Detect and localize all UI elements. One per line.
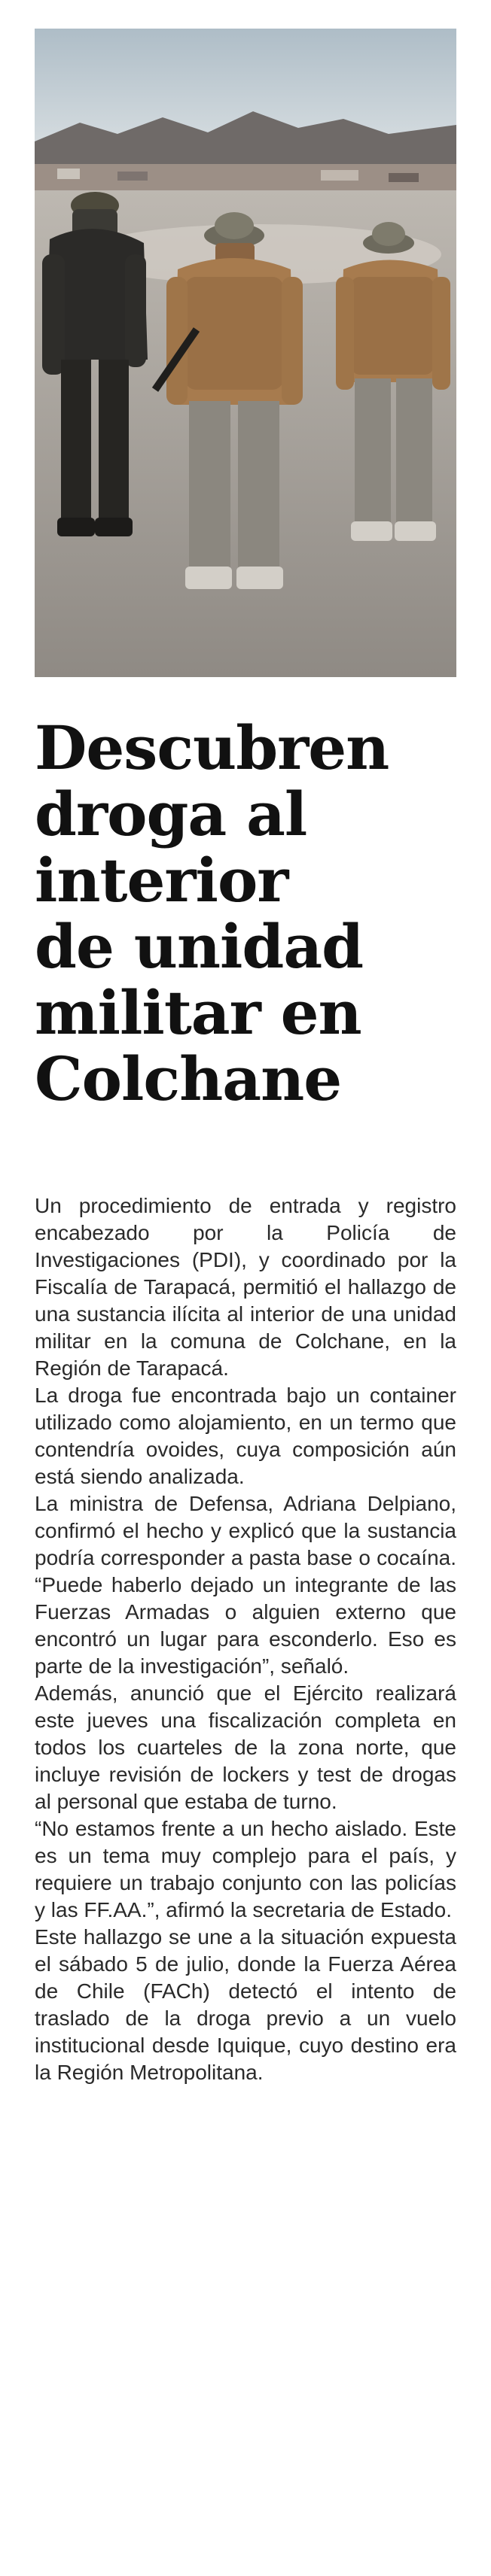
- headline-line: de unidad: [35, 911, 364, 982]
- body-paragraph: Este hallazgo se une a la situación expuesta el sábado 5 de julio, donde la Fuerza Aérea de Chile (FACh) detectó el intento de traslado de la droga previo a un vuelo institucional desde Iquique, cuyo destino era la Región Metropolitana.: [35, 1925, 456, 2084]
- headline-line: Colchane: [35, 1043, 342, 1114]
- body-paragraph: La ministra de Defensa, Adriana Delpiano, confirmó el hecho y explicó que la sustancia podría corresponder a pasta base o cocaína. “Puede haberlo dejado un integrante de las Fuerzas Armadas o alguien externo que encontró un lugar para esconderlo. Eso es parte de la investigación”, señaló.: [35, 1492, 456, 1678]
- body-paragraph: “No estamos frente a un hecho aislado. Este es un tema muy complejo para el país, y requiere un trabajo conjunto con las policías y las FF.AA.”, afirmó la secretaria de Estado.: [35, 1817, 456, 1921]
- body-paragraph: La droga fue encontrada bajo un container utilizado como alojamiento, en un termo que contendría ovoides, cuya composición aún está siendo analizada.: [35, 1384, 456, 1488]
- headline: [35, 712, 464, 1114]
- article-photo: [35, 29, 456, 677]
- body-paragraph: Un procedimiento de entrada y registro encabezado por la Policía de Investigaciones (PDI), y coordinado por la Fiscalía de Tarapacá, permitió el hallazgo de una sustancia ilícita al interior de una unidad militar en la comuna de Colchane, en la Región de Tarapacá.: [35, 1194, 456, 1380]
- headline-line: Descubren: [35, 712, 389, 783]
- soldiers-photo-illustration: [35, 29, 456, 677]
- headline-line: interior: [35, 845, 288, 916]
- headline-line: militar en: [35, 977, 361, 1048]
- headline-line: droga al: [35, 779, 307, 849]
- body-paragraph: Además, anunció que el Ejército realizará este jueves una fiscalización completa en todos los cuarteles de la zona norte, que incluye revisión de lockers y test de drogas al personal que estaba de turno.: [35, 1681, 456, 1813]
- article-body: [35, 1192, 456, 2086]
